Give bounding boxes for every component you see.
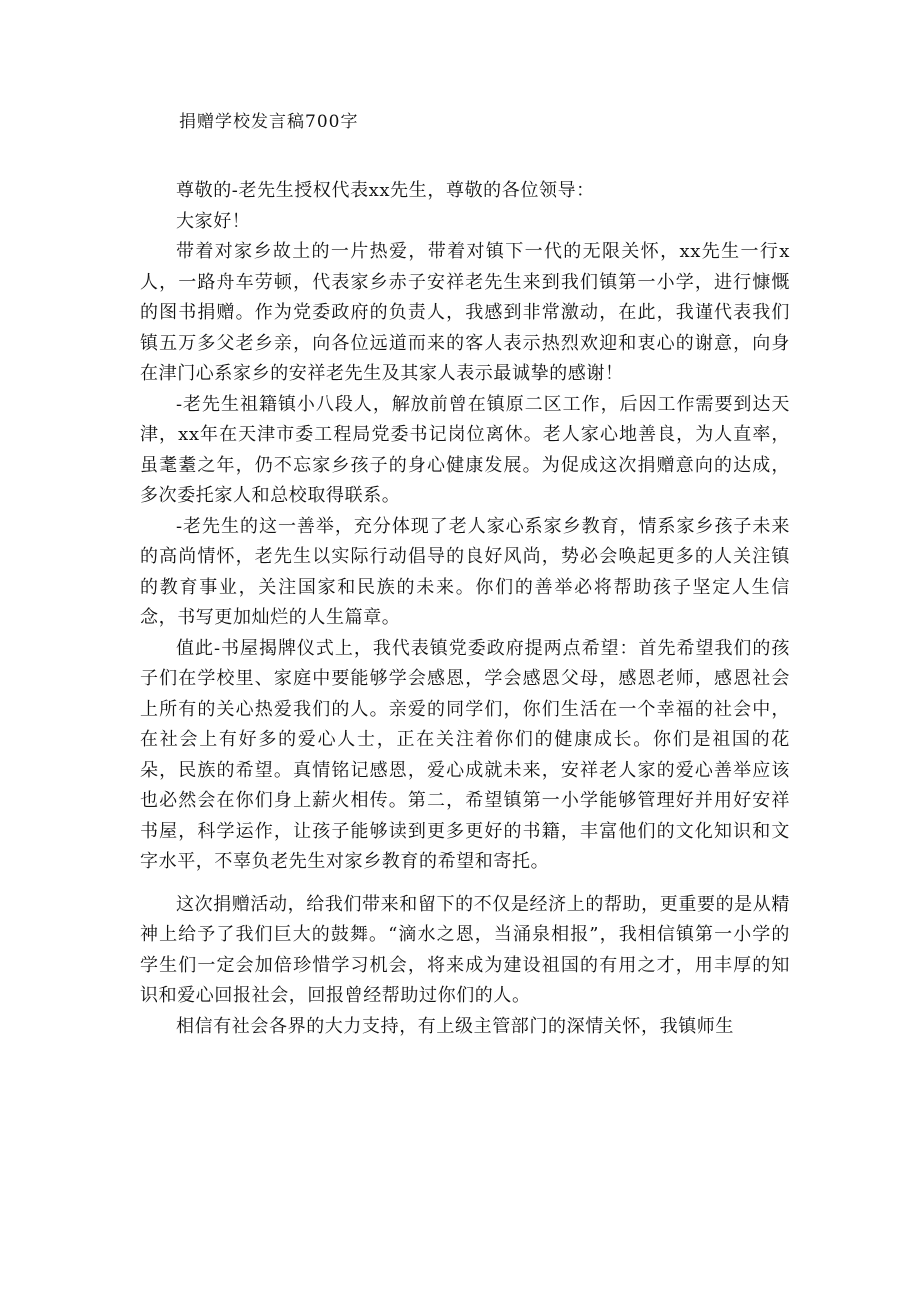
paragraph: 相信有社会各界的大力支持，有上级主管部门的深情关怀，我镇师生 [176, 1015, 734, 1037]
greeting: 大家好！ [176, 210, 251, 232]
document-title: 捐赠学校发言稿700字 [179, 112, 359, 132]
paragraph: 值此-书屋揭牌仪式上，我代表镇党委政府提两点希望：首先希望我们的孩子们在学校里、家庭中要能够学会感恩，学会感恩父母，感恩老师，感恩社会上所有的关心热爱我们的人。亲爱的同学们，你们生活在一个幸福的社会中，在社会上有好多的爱心人士，正在关注着你们的健康成长。你们是祖国的花朵，民族的希望。真情铭记感恩，爱心成就未来，安祥老人家的爱心善举应该也必然会在你们身上薪火相传。第二，希望镇第一小学能够管理好并用好安祥书屋，科学运作，让孩子能够读到更多更好的书籍，丰富他们的文化知识和文字水平，不辜负老先生对家乡教育的希望和寄托。 [140, 637, 790, 872]
paragraph: 带着对家乡故土的一片热爱，带着对镇下一代的无限关怀，xx先生一行x人，一路舟车劳顿，代表家乡赤子安祥老先生来到我们镇第一小学，进行慷慨的图书捐赠。作为党委政府的负责人，我感到非常激动，在此，我谨代表我们镇五万多父老乡亲，向各位远道而来的客人表示热烈欢迎和衷心的谢意，向身在津门心系家乡的安祥老先生及其家人表示最诚挚的感谢！ [140, 241, 790, 384]
paragraph: -老先生祖籍镇小八段人，解放前曾在镇原二区工作，后因工作需要到达天津，xx年在天津市委工程局党委书记岗位离休。老人家心地善良，为人直率，虽耄耋之年，仍不忘家乡孩子的身心健康发展。为促成这次捐赠意向的达成，多次委托家人和总校取得联系。 [140, 393, 790, 506]
paragraph: 这次捐赠活动，给我们带来和留下的不仅是经济上的帮助，更重要的是从精神上给予了我们巨大的鼓舞。“滴水之恩，当涌泉相报”，我相信镇第一小学的学生们一定会加倍珍惜学习机会，将来成为建设祖国的有用之才，用丰厚的知识和爱心回报社会，回报曾经帮助过你们的人。 [140, 893, 790, 1006]
paragraph: -老先生的这一善举，充分体现了老人家心系家乡教育，情系家乡孩子未来的高尚情怀，老先生以实际行动倡导的良好风尚，势必会唤起更多的人关注镇的教育事业，关注国家和民族的未来。你们的善举必将帮助孩子坚定人生信念，书写更加灿烂的人生篇章。 [140, 515, 790, 628]
document-body [140, 176, 790, 1042]
salutation: 尊敬的-老先生授权代表xx先生，尊敬的各位领导： [176, 180, 595, 201]
